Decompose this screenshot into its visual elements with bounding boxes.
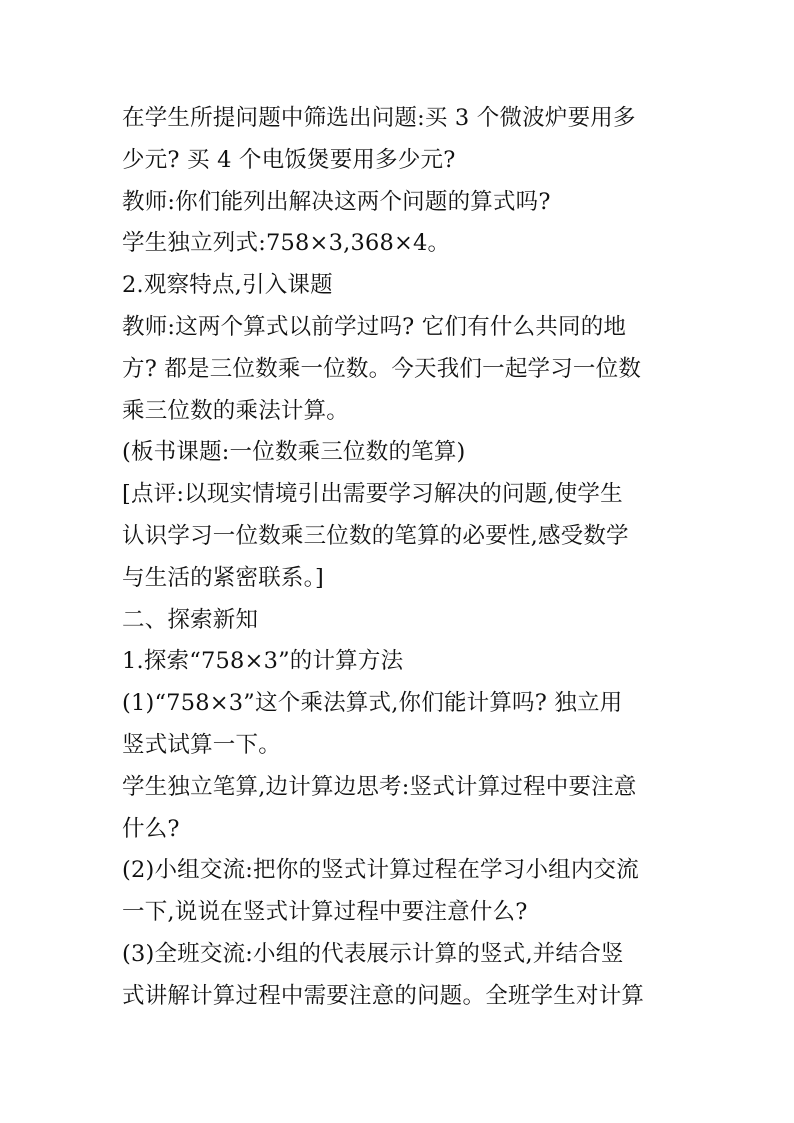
text-line: 学生独立笔算,边计算边思考:竖式计算过程中要注意: [122, 773, 637, 800]
text-line: (板书课题:一位数乘三位数的笔算): [122, 439, 466, 466]
text-line: (2)小组交流:把你的竖式计算过程在学习小组内交流: [122, 857, 639, 884]
text-line: (3)全班交流:小组的代表展示计算的竖式,并结合竖: [122, 940, 624, 967]
comment-line: [点评:以现实情境引出需要学习解决的问题,使学生: [122, 481, 623, 508]
comment-line: 认识学习一位数乘三位数的笔算的必要性,感受数学: [122, 522, 629, 549]
subsection-heading: 1.探索“758×3”的计算方法: [122, 648, 404, 675]
text-line: (1)“758×3”这个乘法算式,你们能计算吗? 独立用: [122, 690, 623, 717]
text-line: 在学生所提问题中筛选出问题:买 3 个微波炉要用多: [122, 105, 636, 131]
text-line: 一下,说说在竖式计算过程中要注意什么?: [122, 899, 528, 926]
text-line: 少元? 买 4 个电饭煲要用多少元?: [122, 146, 456, 173]
text-line: 式讲解计算过程中需要注意的问题。全班学生对计算: [122, 982, 645, 1009]
text-line: 乘三位数的乘法计算。: [122, 397, 350, 424]
document-page: [122, 98, 682, 1018]
text-line: 方? 都是三位数乘一位数。今天我们一起学习一位数: [122, 355, 642, 382]
section-heading: 2.观察特点,引入课题: [122, 272, 333, 299]
text-line: 教师:这两个算式以前学过吗? 它们有什么共同的地: [122, 313, 627, 340]
text-line: 竖式试算一下。: [122, 731, 281, 758]
text-line: 什么?: [122, 815, 180, 842]
text-line: 学生独立列式:758×3,368×4。: [122, 230, 451, 257]
text-line: 教师:你们能列出解决这两个问题的算式吗?: [122, 188, 551, 215]
comment-line: 与生活的紧密联系。]: [122, 564, 325, 591]
section-heading: 二、探索新知: [122, 606, 259, 633]
